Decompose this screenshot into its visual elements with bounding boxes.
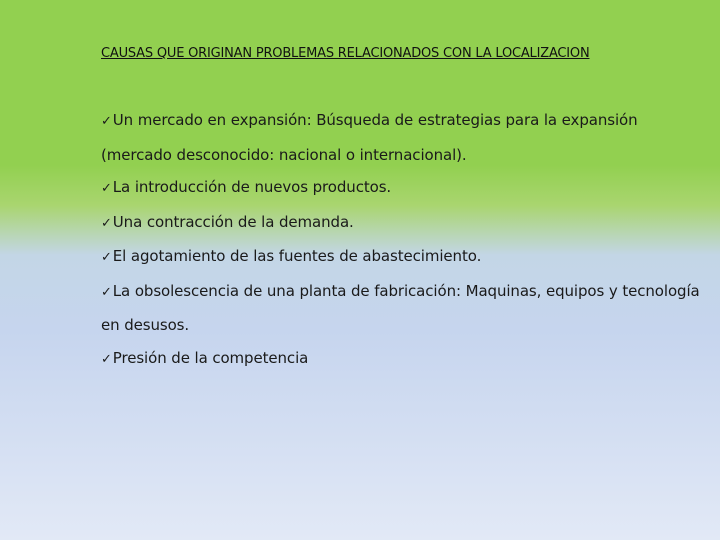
bullet-item [101,240,701,275]
bullet-text: La introducción de nuevos productos. [112,178,392,196]
bullet-text: La obsolescencia de una planta de fabricación: Maquinas, equipos y tecnología en desusos. [101,281,700,334]
checkmark-icon: ✓ [101,250,112,265]
bullet-text: Un mercado en expansión: Búsqueda de estrategias para la expansión (mercado desconocido: nacional o internacional). [101,111,638,164]
checkmark-icon: ✓ [101,114,112,129]
checkmark-icon: ✓ [101,284,112,300]
bullet-item [101,171,701,206]
checkmark-icon: ✓ [101,181,112,196]
bullet-text: El agotamiento de las fuentes de abastecimiento. [112,247,482,265]
bullet-item [101,275,701,342]
slide-title: CAUSAS QUE ORIGINAN PROBLEMAS RELACIONADOS CON LA LOCALIZACION [101,46,590,61]
checkmark-icon: ✓ [101,351,112,367]
bullet-text: Una contracción de la demanda. [112,212,354,231]
bullet-item [101,104,701,171]
bullet-item [101,342,701,377]
checkmark-icon: ✓ [101,215,112,231]
bullet-text: Presión de la competencia [112,348,309,367]
bullet-item [101,206,701,241]
bullet-list [101,104,701,376]
